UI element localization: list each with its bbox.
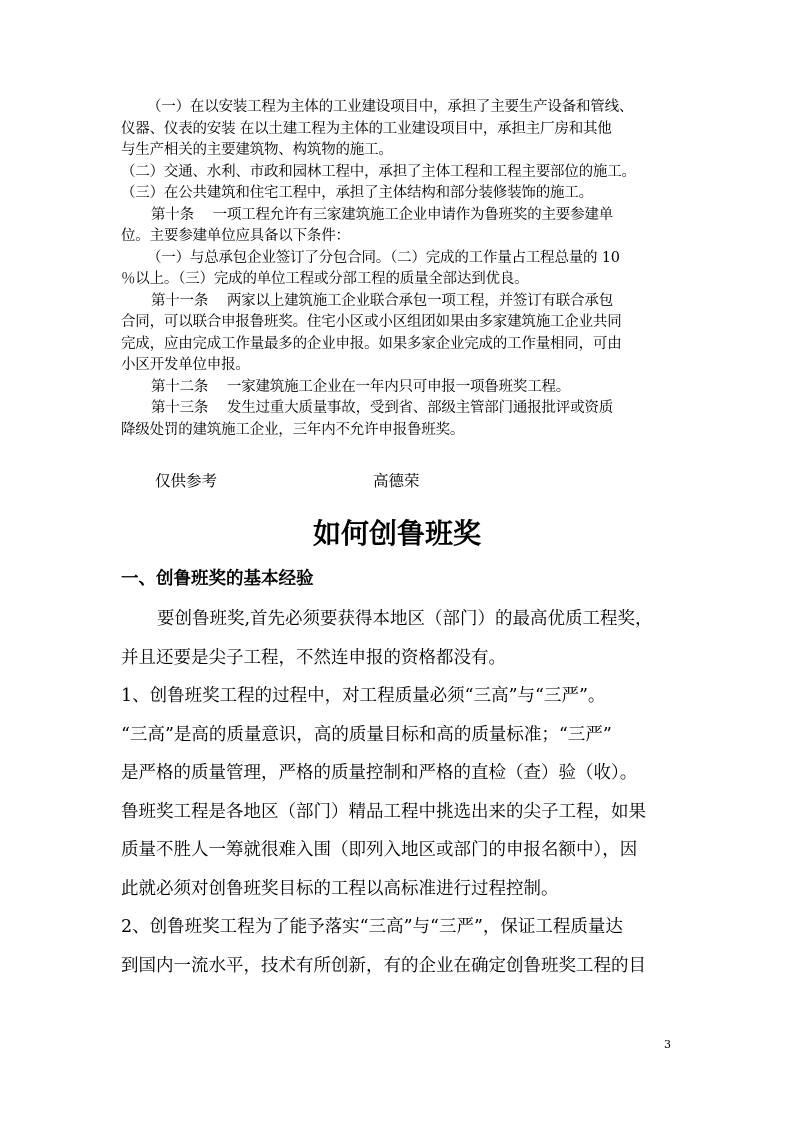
text-line: 第十条 一项工程允许有三家建筑施工企业申请作为鲁班奖的主要参建单 <box>151 206 614 223</box>
text-line: （二）交通、水利、市政和园林工程中，承担了主体工程和工程主要部位的施工。 <box>121 163 636 180</box>
text-line: （一）在以安装工程为主体的工业建设项目中，承担了主要生产设备和管线、 <box>147 99 634 115</box>
text-line: 鲁班奖工程是各地区（部门）精品工程中挑选出来的尖子工程，如果 <box>121 801 646 822</box>
text-line: 此就必须对创鲁班奖目标的工程以高标准进行过程控制。 <box>121 878 559 899</box>
text-line: 位。主要参建单位应具备以下条件： <box>121 228 350 244</box>
text-line: 第十三条 发生过重大质量事故，受到省、部级主管部门通报批评或资质 <box>151 400 614 416</box>
text-line: “三高”是高的质量意识，高的质量目标和高的质量标准；“三严” <box>121 724 612 745</box>
text-line: 第十一条 两家以上建筑施工企业联合承包一项工程，并签订有联合承包 <box>151 292 614 309</box>
section-heading: 一、创鲁班奖的基本经验 <box>121 569 314 589</box>
text-line: 完成，应由完成工作量最多的企业申报。如果多家企业完成的工作量相同，可由 <box>121 335 622 352</box>
text-line: 2、创鲁班奖工程为了能予落实“三高”与“三严”，保证工程质量达 <box>121 917 623 937</box>
text-line: 质量不胜人一筹就很难入围（即列入地区或部门的申报名额中），因 <box>121 840 638 860</box>
text-line: 要创鲁班奖,首先必须要获得本地区（部门）的最高优质工程奖， <box>157 609 653 629</box>
text-line: 合同，可以联合申报鲁班奖。住宅小区或小区组团如果由多家建筑施工企业共同 <box>121 314 622 330</box>
body-section <box>121 600 681 985</box>
text-line: （三）在公共建筑和住宅工程中，承担了主体结构和部分装修装饰的施工。 <box>121 185 593 201</box>
reference-note: 仅供参考 <box>155 472 218 490</box>
text-line: 并且还要是尖子工程，不然连申报的资格都没有。 <box>121 647 506 668</box>
page-title: 如何创鲁班奖 <box>312 517 481 550</box>
text-line: 第十二条 一家建筑施工企业在一年内只可申报一项鲁班奖工程。 <box>151 378 571 395</box>
author-name: 高德荣 <box>373 472 420 490</box>
text-line: 是严格的质量管理，严格的质量控制和严格的直检（查）验（收）。 <box>121 763 638 783</box>
text-line: 小区开发单位申报。 <box>121 357 250 373</box>
text-line: ％以上。（三）完成的单位工程或分部工程的质量全部达到优良。 <box>121 271 529 287</box>
text-line: 1、创鲁班奖工程的过程中，对工程质量必须“三高”与“三严”。 <box>121 686 606 706</box>
page-number: 3 <box>664 1038 671 1051</box>
text-line: 仪器、仪表的安装 在以土建工程为主体的工业建设项目中，承担主厂房和其他 <box>121 120 612 137</box>
text-line: 到国内一流水平，技术有所创新，有的企业在确定创鲁班奖工程的目 <box>121 955 646 976</box>
text-line: 与生产相关的主要建筑物、构筑物的施工。 <box>121 142 393 158</box>
article-section <box>121 97 683 441</box>
text-line: 降级处罚的建筑施工企业，三年内不允许申报鲁班奖。 <box>121 421 465 438</box>
text-line: （一）与总承包企业签订了分包合同。（二）完成的工作量占工程总量的 10 <box>147 249 620 266</box>
signature-line <box>155 469 420 491</box>
